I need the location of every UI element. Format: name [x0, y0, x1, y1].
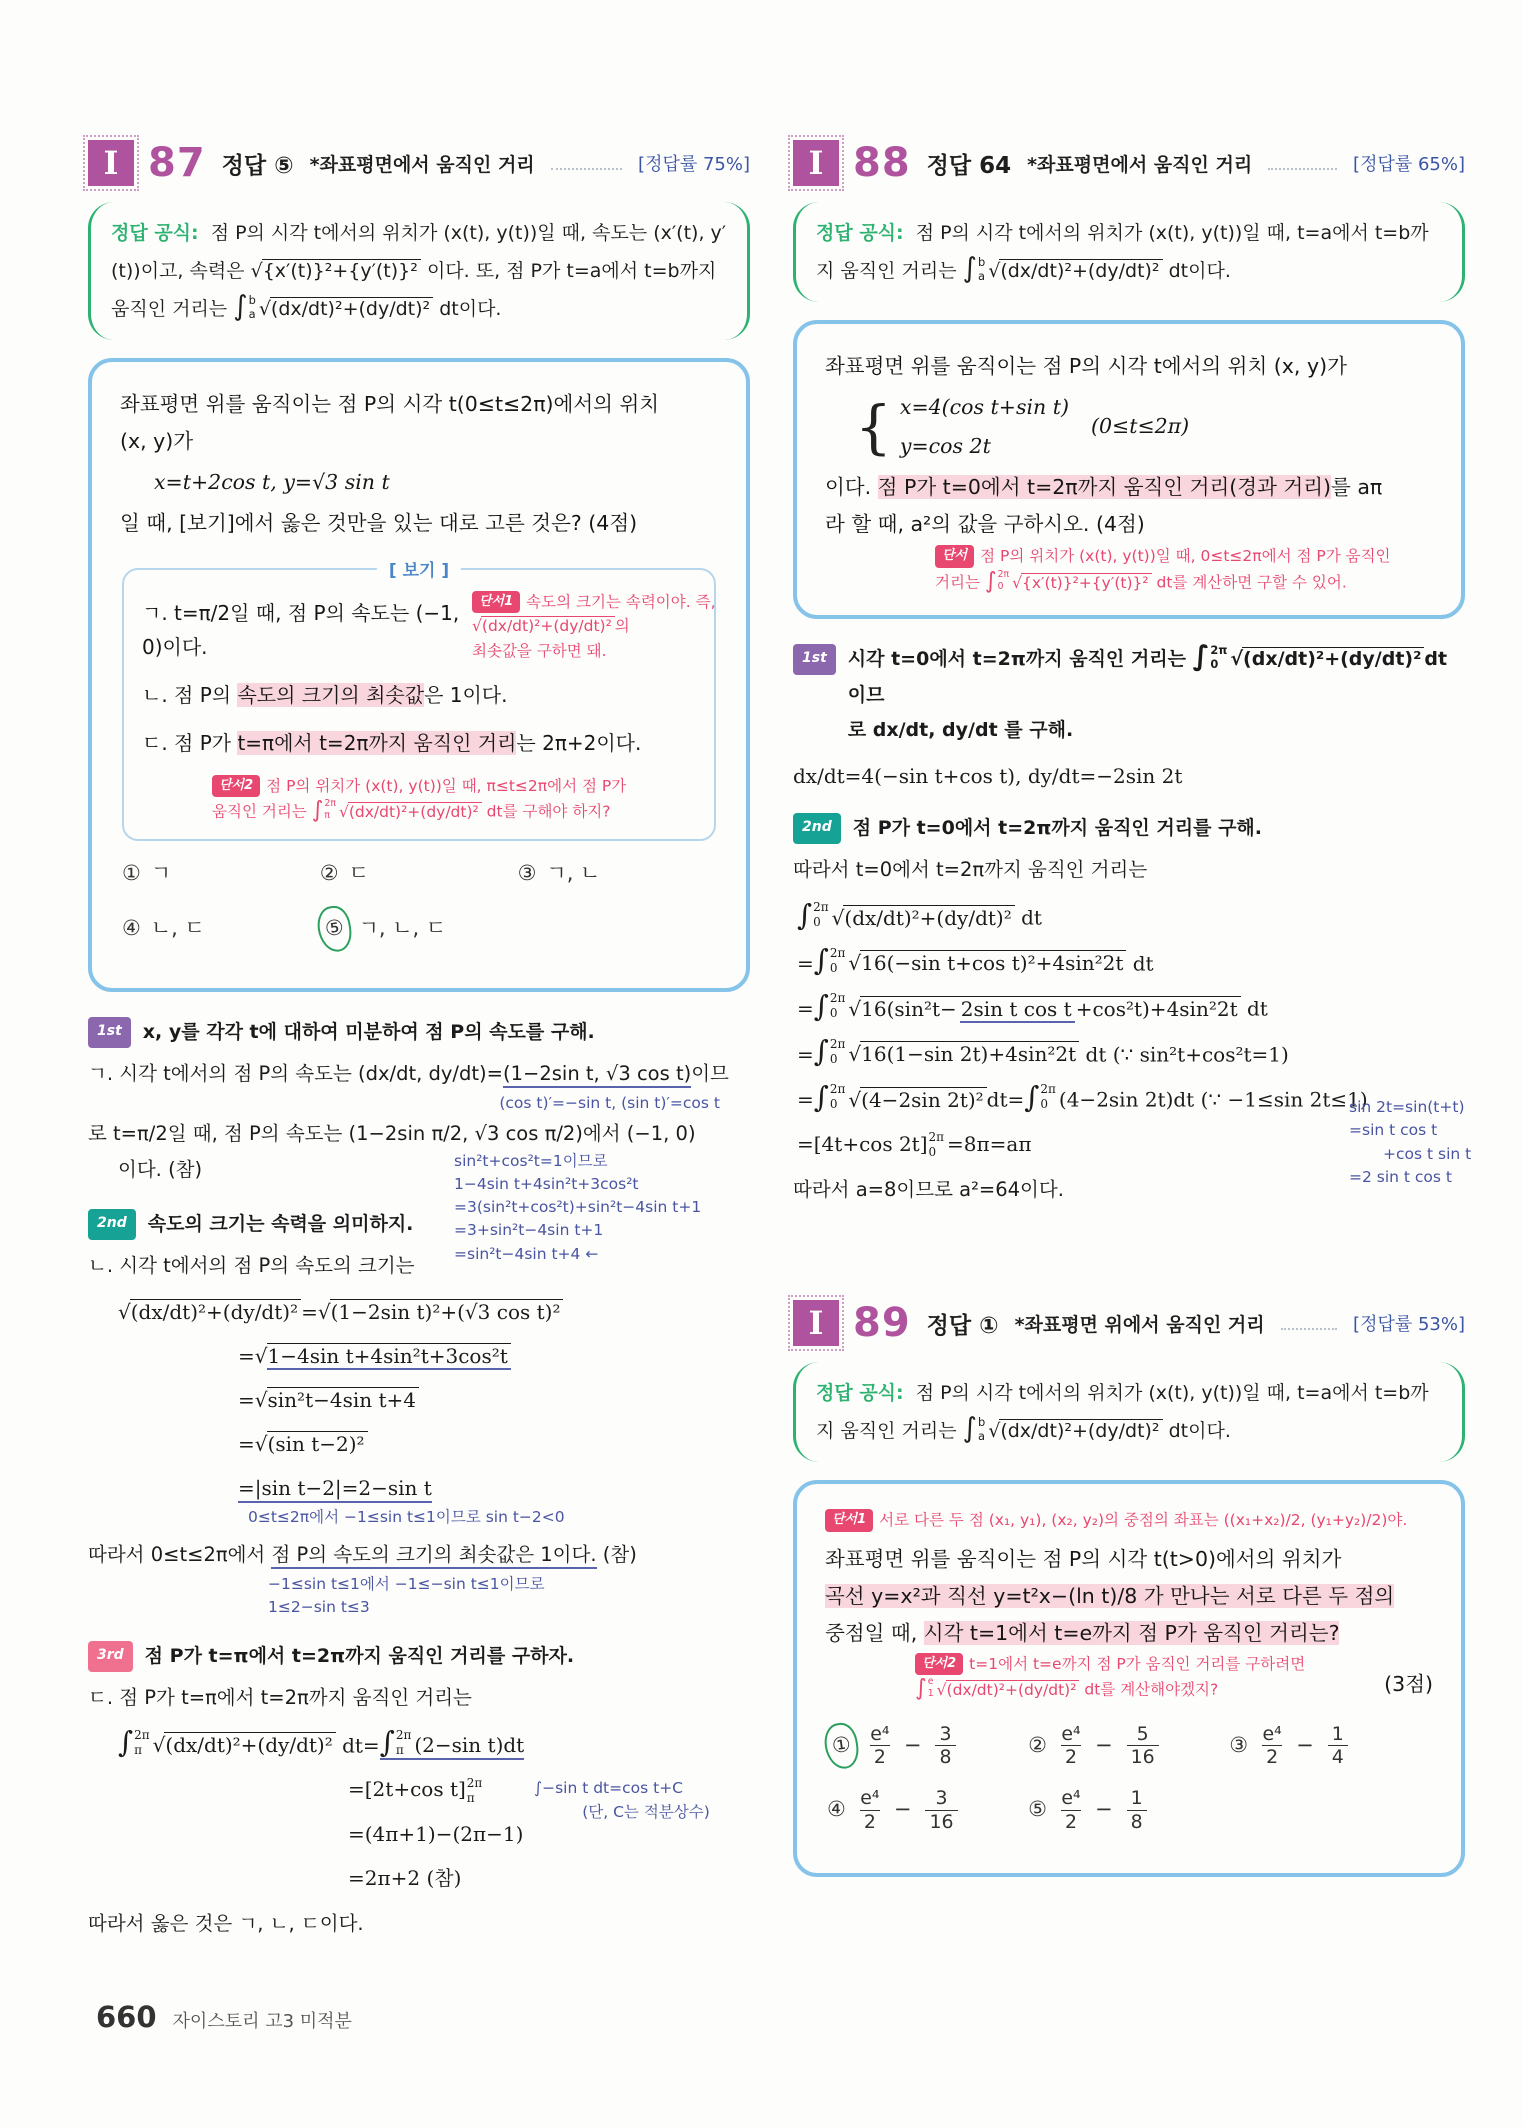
clue-text: dt를 계산해야겠지?: [1084, 1680, 1219, 1699]
integral: ∫ 2π 0: [1024, 1079, 1056, 1114]
formula-text: dt이다.: [1168, 1420, 1231, 1443]
radicand: {x′(t)}²+{y′(t)}²: [1021, 573, 1152, 592]
accuracy-rate: [정답률 53%]: [1353, 1314, 1465, 1336]
choice-4: ④ ㄴ, ㄷ: [122, 916, 205, 941]
choice-5: ⑤ e⁴ 2 − $\frac{1}{8}$: [1028, 1787, 1229, 1833]
integral: ∫ 2π 0: [1192, 640, 1228, 673]
step-2nd: [88, 1204, 450, 1242]
formula-box-88: [793, 202, 1465, 302]
radicand: (dx/dt)²+(dy/dt)²: [481, 616, 615, 635]
problem-number: 89: [853, 1300, 911, 1347]
question-line: 일 때, [보기]에서 옳은 것만을 있는 대로 고른 것은? (4점): [120, 510, 638, 535]
radicand: (dx/dt)²+(dy/dt)²: [348, 802, 482, 821]
formula-text: dt이다.: [1168, 260, 1231, 282]
radicand: (dx/dt)²+(dy/dt)²: [946, 1680, 1080, 1699]
solution-line: 로 t=π/2일 때, 점 P의 속도는 (1−2sin π/2, √3 cos π/2)에서 (−1, 0): [88, 1121, 696, 1145]
side-note-antiderivative: ∫−sin t dt=cos t+C (단, C는 적분상수): [534, 1779, 710, 1821]
topic-label: *좌표평면에서 움직인 거리: [1027, 153, 1253, 176]
radical-sign: √: [1012, 573, 1022, 592]
underlined-math: 1−4sin t+4sin²t+3cos²t: [267, 1343, 511, 1370]
solution-line: ㄴ. 시각 t에서의 점 P의 속도의 크기는: [88, 1253, 415, 1277]
step-title: 점 P가 t=π에서 t=2π까지 움직인 거리를 구하자.: [144, 1644, 575, 1667]
question-line: (x, y)가: [120, 428, 194, 453]
equation-system: [855, 389, 1433, 465]
question-line: 라 할 때, a²의 값을 구하시오. (4점): [825, 511, 1145, 536]
topic-label: *좌표평면 위에서 움직인 거리: [1014, 1313, 1265, 1336]
domain-condition: (0≤t≤2π): [1091, 414, 1190, 439]
integral: ∫ 2π 0: [984, 567, 1010, 594]
unit-badge: I: [793, 140, 839, 186]
underlined-math: (1−2sin t, √3 cos t): [503, 1062, 691, 1088]
answer-label: 정답 64: [926, 152, 1012, 179]
step-title: 점 P가 t=0에서 t=2π까지 움직인 거리를 구해.: [852, 816, 1262, 839]
step-badge-2nd: 2nd: [88, 1209, 136, 1240]
integral: ∫ 2π 0: [813, 1034, 846, 1069]
underlined-math: ∫ 2π π (2−sin t)dt: [379, 1725, 525, 1760]
radical-sign: √: [936, 1680, 947, 1699]
choice-4: ④ e⁴ 2 − $\frac{3}{16}$: [827, 1787, 1028, 1833]
question-line: 좌표평면 위를 움직이는 점 P의 시각 t에서의 위치 (x, y)가: [825, 354, 1347, 378]
answer-label: 정답 ⑤: [221, 152, 294, 179]
clue-text: dt를 계산하면 구할 수 있어.: [1156, 573, 1347, 592]
underlined-math: 2sin t cos t: [960, 996, 1075, 1023]
solution-line: 따라서 0≤t≤2π에서 점 P의 속도의 크기의 최솟값은 1이다. (참): [88, 1537, 750, 1573]
step-badge-2nd: 2nd: [793, 813, 841, 844]
clue-1-note-89: [825, 1508, 1433, 1533]
step-badge-3rd: 3rd: [88, 1641, 133, 1672]
integral: ∫ b a: [962, 252, 986, 284]
clue-2-row: [825, 1652, 1433, 1703]
solution-line: ㄷ. 점 P가 t=π에서 t=2π까지 움직인 거리는: [88, 1685, 472, 1709]
underlined-math: =|sin t−2|=2−sin t: [238, 1476, 432, 1503]
clue-text: 의: [614, 617, 630, 636]
question-line: 중점일 때, 시각 t=1에서 t=e까지 점 P가 움직인 거리는?: [825, 1620, 1340, 1645]
bogi-title: [ 보기 ]: [377, 556, 461, 587]
equation-line: =(4π+1)−(2π−1): [348, 1821, 524, 1846]
solution-line: 이다. (참): [118, 1157, 203, 1181]
highlighted-phrase: 시각 t=1에서 t=e까지 점 P가 움직인 거리는?: [923, 1620, 1340, 1645]
radicand: {x′(t)}²+{y′(t)}²: [262, 259, 421, 282]
system-eq-x: x=4(cos t+sin t): [899, 394, 1069, 419]
bogi-item-n: ㄴ. 점 P의 속도의 크기의 최솟값은 1이다.: [142, 682, 508, 707]
question-box-89: [793, 1480, 1465, 1877]
selected-answer-circle: ⑤: [315, 904, 354, 954]
unit-badge: I: [88, 140, 134, 186]
choice-2: ② ㄷ: [319, 860, 369, 885]
bogi-box: [122, 560, 716, 841]
integral: ∫ 2π 0: [797, 897, 829, 932]
clue-text: 점 P의 위치가 (x(t), y(t))일 때, π≤t≤2π에서 점 P가: [266, 776, 627, 795]
step-badge-1st: 1st: [88, 1017, 131, 1048]
clue-2-badge: 단서2: [915, 1653, 963, 1676]
clue-2-note: [212, 774, 698, 825]
clue-text: 거리는: [935, 573, 980, 592]
formula-label: 정답 공식:: [816, 1382, 904, 1405]
selected-answer-circle: ①: [822, 1721, 861, 1771]
highlighted-phrase: 곡선 y=x²과 직선 y=t²x−(ln t)/8 가 만나는 서로 다른 두 점의: [825, 1583, 1395, 1608]
equation-line: =[4t+cos 2t] 2π 0 =8π=aπ: [797, 1130, 1032, 1160]
equation-line: dx/dt=4(−sin t+cos t), dy/dt=−2sin 2t: [793, 763, 1183, 788]
formula-box-87: [88, 202, 750, 340]
side-note-double-angle: sin 2t=sin(t+t) =sin t cos t +cos t sin t =2 sin t cos t: [1349, 1098, 1472, 1186]
clue-2-note-89: [915, 1652, 1305, 1703]
solution-88: [793, 639, 1472, 1208]
step-1st: [88, 1012, 750, 1050]
choices-89: [827, 1723, 1431, 1852]
solution-conclusion: 따라서 a=8이므로 a²=64이다.: [793, 1178, 1064, 1202]
clue-1-note: [472, 590, 720, 664]
clue-text: 서로 다른 두 점 (x₁, y₁), (x₂, y₂)의 중점의 좌표는 ((x₁+x₂)/2, (y₁+y₂)/2)야.: [879, 1511, 1408, 1530]
equation-line: = ∫ 2π 0 √(4−2sin 2t)² dt= ∫ 2π 0 (4−2sin 2t)dt (∵ −1≤sin 2t≤1): [797, 1079, 1368, 1114]
highlighted-phrase: t=π에서 t=2π까지 움직인 거리: [237, 730, 517, 755]
question-line: [825, 1578, 1433, 1615]
clue-badge: 단서: [935, 545, 974, 568]
problem-88-header: [793, 140, 1465, 186]
side-note-identity: sin²t+cos²t=1이므로 1−4sin t+4sin²t+3cos²t =3(sin²t+cos²t)+sin²t−4sin t+1 =3+sin²t−4sin t+1 =sin²t−4sin t+4 ←: [454, 1151, 702, 1263]
formula-text: 점 P의 시각 t에서의 위치가 (x(t), y(t))일 때, 속도는 (x′(t), y′(t))이고, 속력은: [111, 222, 727, 282]
clue-text: 움직인 거리는: [212, 802, 307, 821]
integral: ∫ 2π π: [311, 796, 336, 823]
question-box-87: [88, 358, 750, 992]
formula-label: 정답 공식:: [111, 222, 199, 244]
equation-line: =√sin²t−4sin t+4: [238, 1384, 750, 1416]
radicand: (dx/dt)²+(dy/dt)²: [999, 259, 1162, 282]
step-2nd: [793, 808, 1465, 846]
clue-text: 점 P의 위치가 (x(t), y(t))일 때, 0≤t≤2π에서 점 P가 움직인: [980, 547, 1391, 566]
step-badge-1st: 1st: [793, 644, 836, 675]
formula-text: dt이다.: [439, 298, 502, 320]
integral: ∫ 2π π: [118, 1725, 150, 1760]
formula-text: 점 P의 시각 t에서의 위치가 (x(t), y(t))일 때, t=a에서 t=b까지 움직인 거리는: [816, 222, 1429, 282]
radicand: (dx/dt)²+(dy/dt)²: [270, 297, 433, 320]
solution-87: [88, 1012, 750, 1942]
clue-2-badge: 단서2: [212, 775, 260, 798]
side-note-bounds: −1≤sin t≤1에서 −1≤−sin t≤1이므로 1≤2−sin t≤3: [268, 1575, 545, 1617]
side-note-derivative: (cos t)′=−sin t, (sin t)′=cos t: [499, 1094, 720, 1113]
integral: ∫ 2π 0: [813, 943, 846, 978]
problem-number: 87: [148, 140, 206, 186]
dotted-leader: [1281, 1317, 1337, 1330]
integral: ∫ b a: [962, 1412, 986, 1445]
side-note-range: 0≤t≤2π에서 −1≤sin t≤1이므로 sin t−2<0: [248, 1507, 565, 1526]
step-3rd: [88, 1636, 750, 1674]
question-box-88: [793, 320, 1465, 619]
equation-line: =2π+2 (참): [348, 1865, 462, 1890]
clue-text: 속도의 크기는 속력이야. 즉,: [526, 592, 716, 611]
bogi-item-d: ㄷ. 점 P가 t=π에서 t=2π까지 움직인 거리는 2π+2이다.: [142, 730, 642, 755]
integral: ∫ 2π π: [379, 1725, 412, 1760]
accuracy-rate: [정답률 65%]: [1353, 154, 1465, 175]
clue-text: t=1에서 t=e까지 점 P가 움직인 거리를 구하려면: [969, 1654, 1306, 1673]
step-title: 시각 t=0에서 t=2π까지 움직인 거리는 ∫ 2π 0 √(dx/dt)²+(dy/dt)² dt이므 로 dx/dt, dy/dt 를 구해.: [847, 640, 1448, 741]
clue-note-88: [935, 544, 1433, 595]
equation-line: =[2t+cos t] 2π π: [348, 1775, 483, 1805]
problem-number: 88: [853, 140, 911, 186]
problem-89-header: [793, 1300, 1465, 1346]
column-right: [793, 140, 1472, 1897]
choice-2: ② e⁴ 2 − $\frac{5}{16}$: [1028, 1723, 1229, 1769]
bogi-item-g: ㄱ. t=π/2일 때, 점 P의 속도는 (−1, 0)이다.: [142, 600, 460, 659]
choice-3: ③ e⁴ 2 − $\frac{1}{4}$: [1229, 1723, 1430, 1769]
equation-line: [238, 1472, 750, 1504]
step-1st: [793, 639, 1465, 747]
integral: ∫ 2π 0: [813, 1079, 846, 1114]
choice-3: ③ ㄱ, ㄴ: [517, 860, 601, 885]
radical-sign: √: [988, 1420, 1001, 1443]
integral: ∫ b a: [233, 290, 256, 322]
equation-line: = ∫ 2π 0 √16(−sin t+cos t)²+4sin²2t dt: [797, 943, 1154, 978]
brace-glyph: {: [855, 392, 892, 461]
integral: ∫ e 1: [915, 1674, 934, 1701]
equation-line: = ∫ 2π 0 √16(1−sin 2t)+4sin²2t dt (∵ sin²t+cos²t=1): [797, 1034, 1289, 1069]
clue-1-badge: 단서1: [825, 1509, 873, 1532]
choice-5-selected: ⑤ ㄱ, ㄴ, ㄷ: [320, 910, 518, 948]
book-title: 자이스토리 고3 미적분: [172, 2011, 352, 2032]
formula-label: 정답 공식:: [816, 222, 904, 244]
clue-1-badge: 단서1: [472, 591, 520, 614]
formula-text: 이다. 또, 점 P가 t=a에서 t=b까지 움직인 거리는: [111, 260, 717, 320]
unit-badge: I: [793, 1300, 839, 1346]
question-line: 좌표평면 위를 움직이는 점 P의 시각 t(t>0)에서의 위치가: [825, 1546, 1342, 1571]
equation-chain: [793, 897, 1472, 1186]
problem-87-header: [88, 140, 750, 186]
step-title: 속도의 크기는 속력을 의미하지.: [147, 1212, 414, 1235]
solution-conclusion: 따라서 옳은 것은 ㄱ, ㄴ, ㄷ이다.: [88, 1911, 364, 1935]
step-title: x, y를 각각 t에 대하여 미분하여 점 P의 속도를 구해.: [142, 1021, 595, 1044]
page-footer: [96, 2000, 352, 2034]
points-label: (3점): [1384, 1671, 1433, 1696]
choices-87: [122, 855, 716, 967]
answer-label: 정답 ①: [926, 1312, 999, 1339]
radical-sign: √: [988, 260, 1001, 282]
radicand: (dx/dt)²+(dy/dt)²: [999, 1419, 1162, 1442]
dotted-leader: [1268, 157, 1337, 170]
question-line: 이다. 점 P가 t=0에서 t=2π까지 움직인 거리(경과 거리)를 aπ: [825, 474, 1383, 499]
equation-line: ∫ 2π 0 √(dx/dt)²+(dy/dt)² dt: [797, 897, 1042, 932]
page-number: 660: [96, 2000, 157, 2034]
formula-text: 점 P의 시각 t에서의 위치가 (x(t), y(t))일 때, t=a에서 t=b까지 움직인 거리는: [816, 1382, 1429, 1443]
equation-line: =√1−4sin t+4sin²t+3cos²t: [238, 1340, 750, 1372]
problem-89-section: [793, 1300, 1465, 1877]
radical-sign: √: [472, 617, 482, 636]
highlighted-phrase: 속도의 크기의 최솟값: [237, 682, 425, 707]
accuracy-rate: [정답률 75%]: [638, 154, 750, 175]
equation-line: √(dx/dt)²+(dy/dt)² =√(1−2sin t)²+(√3 cos t)²: [118, 1296, 750, 1328]
clue-text: 최솟값을 구하면 돼.: [472, 642, 607, 661]
integral-upper: b: [248, 292, 256, 307]
clue-text: dt를 구해야 하지?: [486, 802, 611, 821]
radical-sign: √: [338, 802, 349, 821]
choice-1: ① ㄱ: [122, 860, 172, 885]
column-left: [88, 140, 750, 1942]
solution-line: 따라서 t=0에서 t=2π까지 움직인 거리는: [793, 857, 1148, 881]
dotted-leader: [551, 157, 622, 170]
topic-label: *좌표평면에서 움직인 거리: [309, 153, 535, 176]
question-line: 좌표평면 위를 움직이는 점 P의 시각 t(0≤t≤2π)에서의 위치: [120, 392, 660, 416]
radical-sign: √: [258, 298, 271, 320]
integral: ∫ 2π 0: [813, 988, 846, 1023]
equation-line: =√(sin t−2)²: [238, 1428, 750, 1460]
question-equation: x=t+2cos t, y=√3 sin t: [154, 469, 390, 494]
equation-line: = ∫ 2π 0 √16(sin²t− 2sin t cos t +cos²t)+4sin²2t dt: [797, 988, 1268, 1023]
equation-line: ∫ 2π π √(dx/dt)²+(dy/dt)² dt= ∫ 2π π (2−sin t)dt: [118, 1725, 525, 1760]
underlined-phrase: 점 P의 속도의 크기의 최솟값은 1이다.: [271, 1543, 596, 1569]
system-eq-y: y=cos 2t: [899, 433, 991, 458]
choice-1-selected: ① e⁴ 2 − $\frac{3}{8}$: [827, 1723, 1028, 1769]
highlighted-phrase: 점 P가 t=0에서 t=2π까지 움직인 거리(경과 거리): [877, 474, 1332, 499]
integral-lower: a: [248, 306, 256, 321]
formula-box-89: [793, 1362, 1465, 1462]
solution-line: ㄱ. 시각 t에서의 점 P의 속도는 (dx/dt, dy/dt)=(1−2sin t, √3 cos t)이므: [88, 1056, 750, 1092]
radical-sign: √: [250, 260, 263, 282]
